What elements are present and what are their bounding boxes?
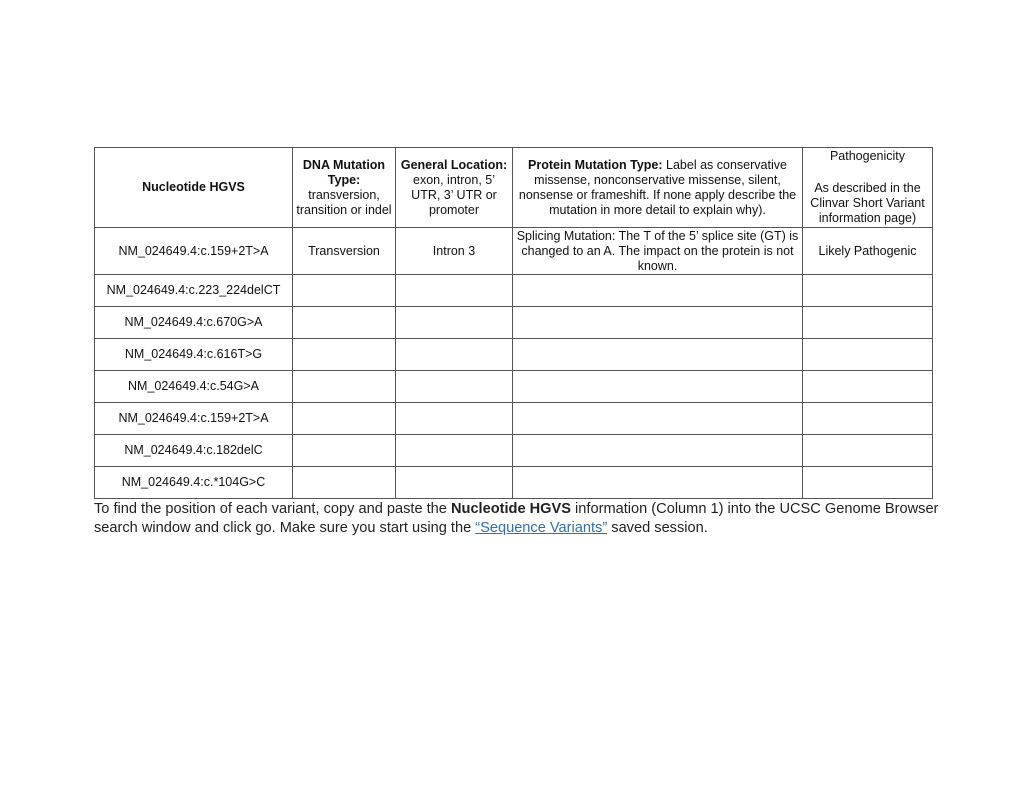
cell-pathogenicity[interactable]	[803, 467, 933, 499]
cell-location[interactable]	[396, 403, 513, 435]
cell-location[interactable]	[396, 307, 513, 339]
cell-hgvs[interactable]: NM_024649.4:c.159+2T>A	[95, 403, 293, 435]
cell-dna-type[interactable]	[293, 307, 396, 339]
sequence-variants-link[interactable]: “Sequence Variants”	[475, 520, 608, 536]
cell-location[interactable]	[396, 275, 513, 307]
cell-dna-type[interactable]	[293, 403, 396, 435]
header-pathogenicity-desc: As described in the Clinvar Short Variant information page)	[810, 181, 925, 225]
cell-dna-type[interactable]	[293, 435, 396, 467]
cell-pathogenicity[interactable]	[803, 275, 933, 307]
cell-location[interactable]	[396, 371, 513, 403]
header-dna-mutation-type	[293, 148, 396, 228]
table-row	[95, 339, 933, 371]
cell-pathogenicity[interactable]	[803, 339, 933, 371]
cell-hgvs[interactable]: NM_024649.4:c.616T>G	[95, 339, 293, 371]
cell-protein-type[interactable]	[513, 467, 803, 499]
header-nucleotide-hgvs: Nucleotide HGVS	[95, 148, 293, 228]
table-row	[95, 228, 933, 275]
cell-pathogenicity[interactable]: Likely Pathogenic	[803, 228, 933, 275]
cell-dna-type[interactable]: Transversion	[293, 228, 396, 275]
cell-hgvs[interactable]: NM_024649.4:c.223_224delCT	[95, 275, 293, 307]
variant-table	[94, 147, 933, 499]
header-protein-title: Protein Mutation Type:	[528, 157, 663, 172]
cell-hgvs[interactable]: NM_024649.4:c.54G>A	[95, 371, 293, 403]
cell-dna-type[interactable]	[293, 339, 396, 371]
instructions-text-3: saved session.	[607, 520, 708, 536]
instructions-bold-term: Nucleotide HGVS	[450, 501, 571, 517]
cell-pathogenicity[interactable]	[803, 435, 933, 467]
cell-location[interactable]	[396, 435, 513, 467]
cell-dna-type[interactable]	[293, 371, 396, 403]
cell-hgvs[interactable]: NM_024649.4:c.159+2T>A	[95, 228, 293, 275]
header-protein-desc: Label as conservative missense, nonconservative missense, silent, nonsense or frameshift. If none apply describe the mutation in more detail to explain why).	[518, 157, 797, 217]
cell-pathogenicity[interactable]	[803, 403, 933, 435]
cell-protein-type[interactable]	[513, 371, 803, 403]
table-row	[95, 467, 933, 499]
cell-protein-type[interactable]	[513, 435, 803, 467]
cell-location[interactable]: Intron 3	[396, 228, 513, 275]
instructions-text-2: information (Column 1) into the UCSC Genome Browser search window and click go. Make sure you start using the	[94, 501, 939, 536]
table-row	[95, 435, 933, 467]
cell-protein-type[interactable]	[513, 403, 803, 435]
cell-protein-type[interactable]	[513, 275, 803, 307]
table-row	[95, 275, 933, 307]
table-row	[95, 307, 933, 339]
cell-dna-type[interactable]	[293, 467, 396, 499]
instructions-text-1: To find the position of each variant, copy and paste the	[94, 501, 451, 517]
header-pathogenicity-title: Pathogenicity	[829, 149, 906, 163]
header-location-title: General Location:	[400, 157, 508, 172]
header-location-desc: exon, intron, 5’ UTR, 3’ UTR or promoter	[411, 172, 497, 217]
cell-pathogenicity[interactable]	[803, 371, 933, 403]
table-header-row	[95, 148, 933, 228]
header-dna-desc: transversion, transition or indel	[296, 187, 392, 217]
cell-protein-type[interactable]: Splicing Mutation: The T of the 5’ splice site (GT) is changed to an A. The impact on the protein is not known.	[513, 228, 803, 275]
header-pathogenicity	[803, 148, 933, 228]
cell-location[interactable]	[396, 339, 513, 371]
table-row	[95, 371, 933, 403]
cell-hgvs[interactable]: NM_024649.4:c.*104G>C	[95, 467, 293, 499]
cell-hgvs[interactable]: NM_024649.4:c.670G>A	[95, 307, 293, 339]
cell-pathogenicity[interactable]	[803, 307, 933, 339]
table-row	[95, 403, 933, 435]
header-general-location	[396, 148, 513, 228]
cell-protein-type[interactable]	[513, 307, 803, 339]
header-protein-mutation-type	[513, 148, 803, 228]
instructions-paragraph	[94, 500, 954, 538]
cell-location[interactable]	[396, 467, 513, 499]
header-dna-title: DNA Mutation Type:	[302, 157, 386, 187]
cell-dna-type[interactable]	[293, 275, 396, 307]
cell-protein-type[interactable]	[513, 339, 803, 371]
cell-hgvs[interactable]: NM_024649.4:c.182delC	[95, 435, 293, 467]
